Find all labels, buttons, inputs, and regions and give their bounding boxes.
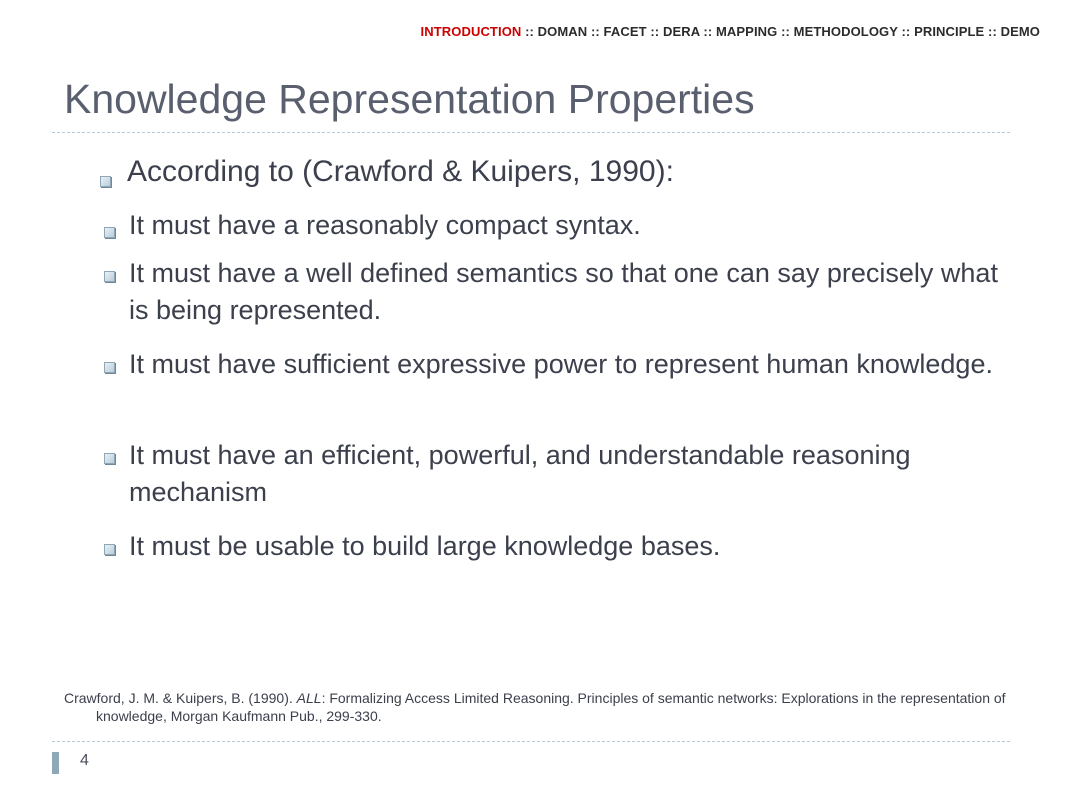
square-bullet-icon <box>104 362 115 373</box>
square-bullet-icon <box>100 176 111 187</box>
square-bullet-icon <box>104 271 115 282</box>
slide-title: Knowledge Representation Properties <box>64 76 755 122</box>
square-bullet-icon <box>104 227 115 238</box>
section-navigation <box>421 24 1040 39</box>
nav-other-sections[interactable]: :: DOMAN :: FACET :: DERA :: MAPPING :: METHODOLOGY :: PRINCIPLE :: DEMO <box>521 24 1040 39</box>
citation <box>64 689 1046 725</box>
page-marker <box>52 752 59 774</box>
nav-active-section[interactable]: INTRODUCTION <box>420 24 522 39</box>
footer-divider <box>52 741 1010 742</box>
point-item: It must have an efficient, powerful, and understandable reasoning mechanism <box>129 440 911 507</box>
point-item: It must have sufficient expressive power to represent human knowledge. <box>129 349 993 379</box>
point-item: It must be usable to build large knowledge bases. <box>129 531 721 561</box>
citation-authors: Crawford, J. M. & Kuipers, B. (1990). <box>64 690 297 706</box>
lead-text: According to (Crawford & Kuipers, 1990): <box>127 155 674 188</box>
point-item: It must have a reasonably compact syntax. <box>129 210 641 240</box>
page-number: 4 <box>80 752 89 769</box>
citation-italic: ALL <box>296 690 322 706</box>
square-bullet-icon <box>104 544 115 555</box>
citation-rest: : Formalizing Access Limited Reasoning. Principles of semantic networks: Explorations in the representation of knowledge, Morgan Kaufmann Pub., 299-330. <box>96 690 1006 724</box>
title-divider <box>52 132 1010 133</box>
square-bullet-icon <box>104 453 115 464</box>
point-item: It must have a well defined semantics so that one can say precisely what is being represented. <box>129 258 998 325</box>
